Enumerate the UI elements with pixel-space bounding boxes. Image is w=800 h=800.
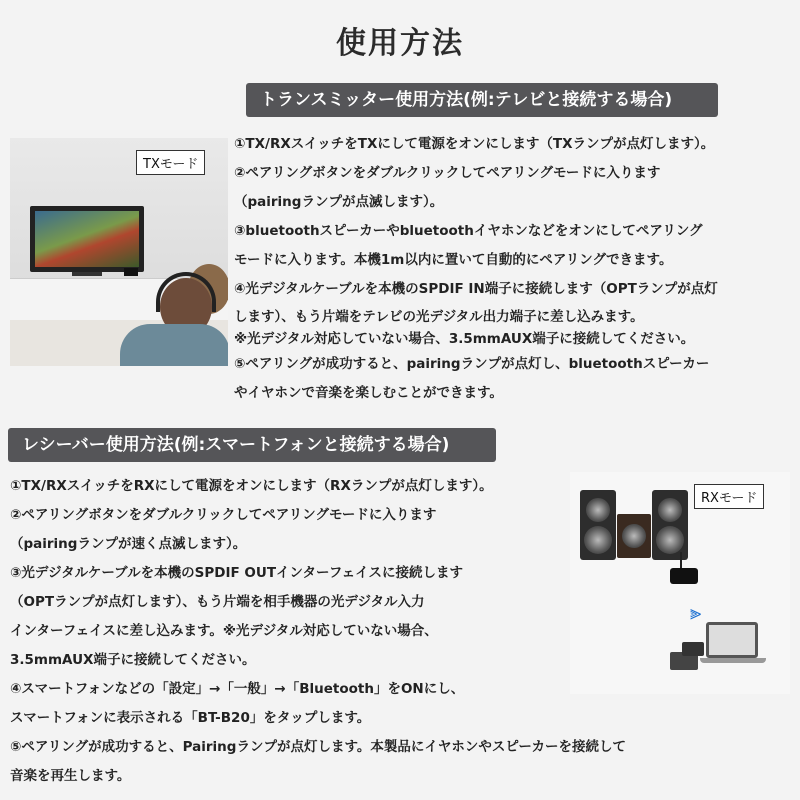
rx-step-line: ②ペアリングボタンをダブルクリックしてペアリングモードに入ります [10, 507, 437, 523]
tx-step-line: モードに入ります。本機1m以内に置いて自動的にペアリングできます。 [234, 252, 673, 268]
rx-mode-label: RXモード [694, 484, 764, 509]
smartphone-image [682, 642, 704, 656]
rx-step-line: インターフェイスに差し込みます。※光デジタル対応していない場合、 [10, 623, 438, 639]
rx-step-line: ⑤ペアリングが成功すると、Pairingランプが点灯します。本製品にイヤホンやスピーカーを接続して [10, 739, 627, 755]
rx-steps [10, 472, 626, 791]
rx-step-line: 音楽を再生します。 [10, 768, 131, 784]
tx-mode-label: TXモード [136, 150, 205, 175]
wireless-signal-icon: ⫸ [690, 600, 702, 624]
tx-step-line: ※光デジタル対応していない場合、3.5mmAUX端子に接続してください。 [234, 331, 695, 347]
receiver-device-image [670, 568, 698, 584]
subwoofer-image [617, 514, 651, 558]
tv-image [30, 206, 144, 272]
tx-step-line: ③bluetoothスピーカーやbluetoothイヤホンなどをオンにしてペアリング [234, 223, 703, 239]
rx-step-line: ③光デジタルケーブルを本機のSPDIF OUTインターフェイスに接続します [10, 565, 464, 581]
laptop-image [706, 622, 758, 658]
tx-step-line: ④光デジタルケーブルを本機のSPDIF IN端子に接続します（OPTランプが点灯 [234, 281, 718, 297]
transmitter-device-image [124, 268, 138, 276]
rx-step-line: スマートフォンに表示される「BT-B20」をタップします。 [10, 710, 371, 726]
speaker-image [652, 490, 688, 560]
tx-step-line: ②ペアリングボタンをダブルクリックしてペアリングモードに入ります [234, 165, 661, 181]
tx-section-banner: トランスミッター使用方法(例:テレビと接続する場合) [246, 83, 718, 117]
tx-step-line: やイヤホンで音楽を楽しむことができます。 [234, 385, 503, 401]
rx-step-line: ④スマートフォンなどの「設定」→「一般」→「Bluetooth」をONにし、 [10, 681, 465, 697]
rx-section-banner: レシーバー使用方法(例:スマートフォンと接続する場合) [8, 428, 496, 462]
tx-step-line: ⑤ペアリングが成功すると、pairingランプが点灯し、bluetoothスピーカー [234, 356, 710, 372]
speaker-image [580, 490, 616, 560]
page-title: 使用方法 [336, 26, 464, 61]
rx-step-line: （OPTランプが点灯します）、もう片端を相手機器の光デジタル入力 [10, 594, 425, 610]
rx-step-line: （pairingランプが速く点滅します）。 [10, 536, 247, 552]
rx-step-line: ①TX/RXスイッチをRXにして電源をオンにします（RXランプが点灯します）。 [10, 478, 493, 494]
rx-step-line: 3.5mmAUX端子に接続してください。 [10, 652, 256, 668]
tx-steps [234, 130, 718, 408]
tx-step-line: （pairingランプが点滅します）。 [234, 194, 444, 210]
tx-step-line: します）、もう片端をテレビの光デジタル出力端子に差し込みます。 [234, 309, 644, 325]
tx-step-line: ①TX/RXスイッチをTXにして電源をオンにします（TXランプが点灯します）。 [234, 136, 715, 152]
